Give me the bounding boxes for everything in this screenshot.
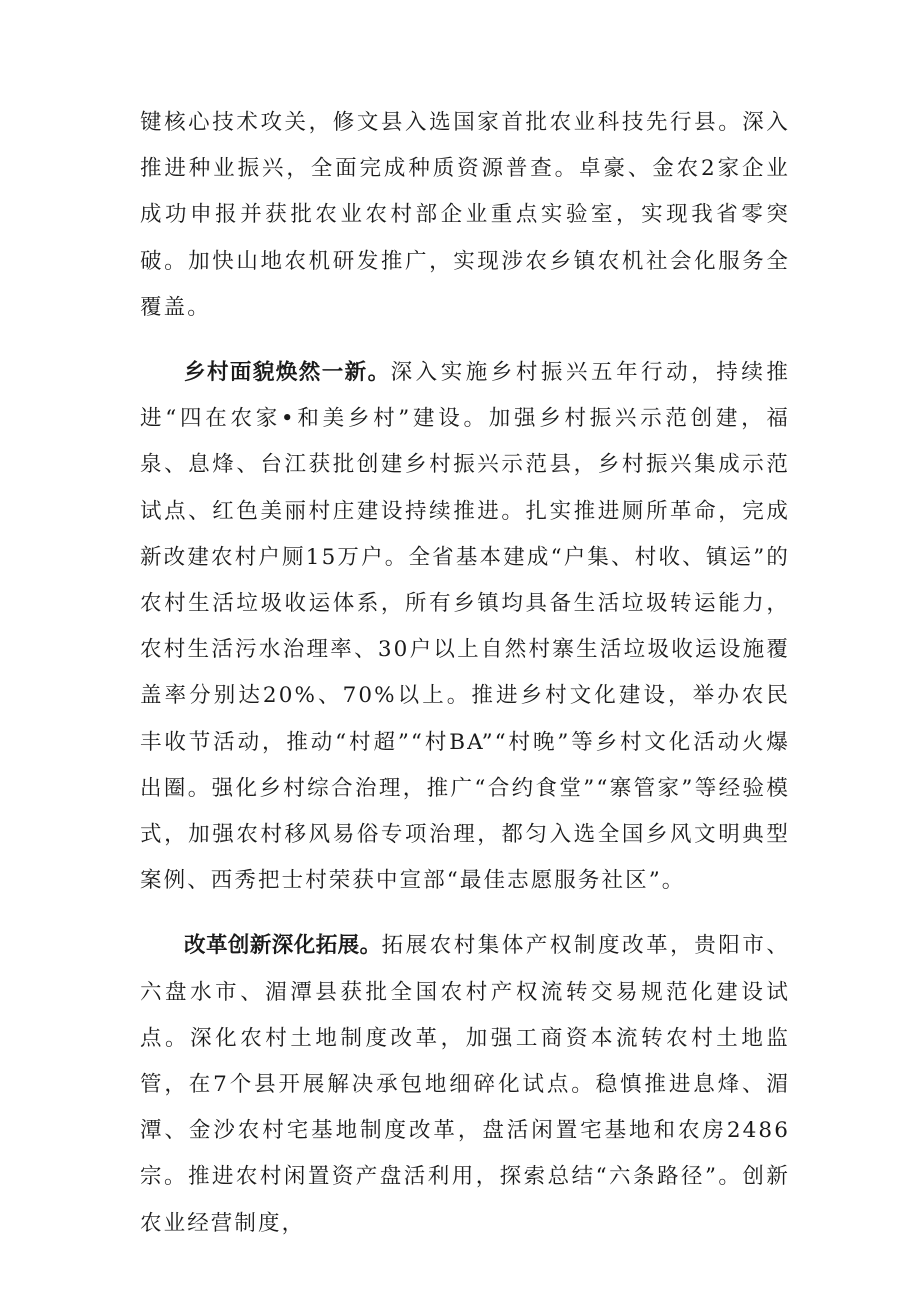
- paragraph-rural-appearance: [140, 350, 790, 904]
- paragraph-body: 深入实施乡村振兴五年行动，持续推进“四在农家•和美乡村”建设。加强乡村振兴示范创建，福泉、息烽、台江获批创建乡村振兴示范县，乡村振兴集成示范试点、红色美丽村庄建设持续推进。扎实推进厕所革命，完成新改建农村户厕15万户。全省基本建成“户集、村收、镇运”的农村生活垃圾收运体系，所有乡镇均具备生活垃圾转运能力，农村生活污水治理率、30户以上自然村寨生活垃圾收运设施覆盖率分别达20%、70%以上。推进乡村文化建设，举办农民丰收节活动，推动“村超”“村BA”“村晚”等乡村文化活动火爆出圈。强化乡村综合治理，推广“合约食堂”“寨管家”等经验模式，加强农村移风易俗专项治理，都匀入选全国乡风文明典型案例、西秀把士村荣获中宣部“最佳志愿服务社区”。: [140, 360, 790, 894]
- paragraph-body: 拓展农村集体产权制度改革，贵阳市、六盘水市、湄潭县获批全国农村产权流转交易规范化建设试点。深化农村土地制度改革，加强工商资本流转农村土地监管，在7个县开展解决承包地细碎化试点。稳慎推进息烽、湄潭、金沙农村宅基地制度改革，盘活闲置宅基地和农房2486宗。推进农村闲置资产盘活利用，探索总结“六条路径”。创新农业经营制度，: [140, 933, 790, 1236]
- paragraph-heading: 改革创新深化拓展。: [184, 933, 382, 959]
- document-page: [140, 100, 790, 1247]
- paragraph-body: 键核心技术攻关，修文县入选国家首批农业科技先行县。深入推进种业振兴，全面完成种质资源普查。卓豪、金农2家企业成功申报并获批农业农村部企业重点实验室，实现我省零突破。加快山地农机研发推广，实现涉农乡镇农机社会化服务全覆盖。: [140, 110, 790, 320]
- paragraph-reform-innovation: [140, 923, 790, 1246]
- paragraph-tech-continued: [140, 100, 790, 331]
- paragraph-heading: 乡村面貌焕然一新。: [184, 360, 391, 386]
